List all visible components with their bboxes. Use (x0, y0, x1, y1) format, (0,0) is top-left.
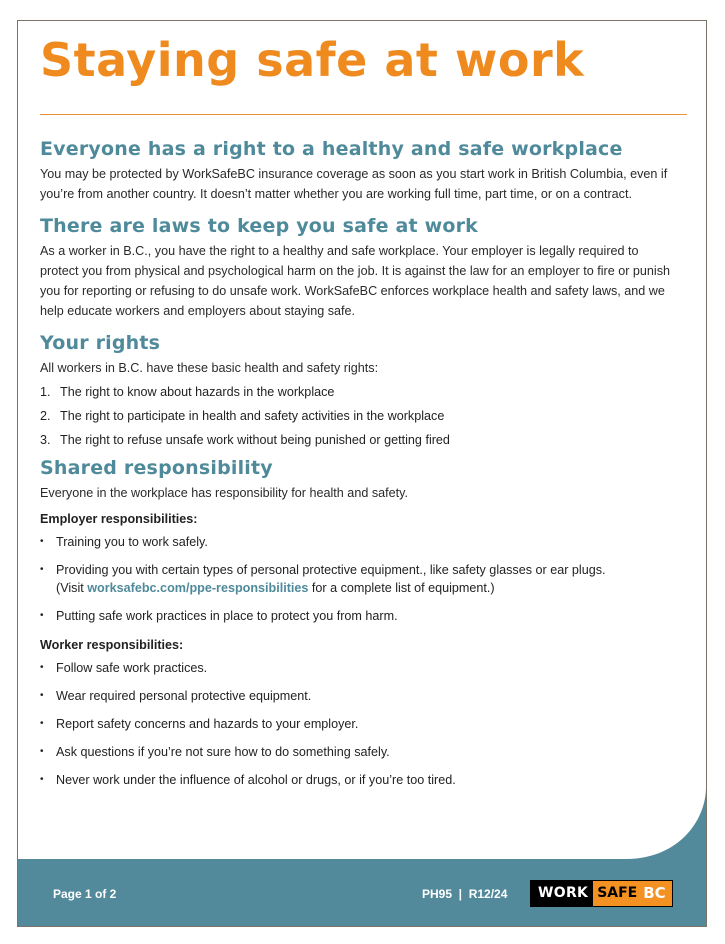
section-heading: Everyone has a right to a healthy and safe workplace (40, 138, 623, 160)
section-laws (40, 214, 670, 321)
section-body: As a worker in B.C., you have the right to a healthy and safe workplace. Your employer is legally required to protect you from physical and psychological harm on the job. It is against the law for an employer to fire or punish you for reporting or refusing to do unsafe work. WorkSafeBC enforces workplace health and safety laws, and we help educate workers and employers about staying safe. (40, 244, 671, 318)
list-item (40, 659, 670, 677)
logo-safe-text: SAFE (593, 881, 641, 906)
worker-responsibilities-list (40, 659, 670, 789)
document-page (17, 20, 707, 927)
list-text-block (56, 561, 606, 597)
section-heading: There are laws to keep you safe at work (40, 215, 479, 237)
bullet-icon: • (40, 610, 44, 621)
list-item (40, 406, 670, 426)
ppe-responsibilities-link[interactable]: worksafebc.com/ppe-responsibilities (87, 581, 309, 595)
list-text: The right to refuse unsafe work without being punished or getting fired (60, 433, 450, 447)
main-content (40, 137, 670, 799)
logo-bc-text: BC (641, 881, 671, 906)
list-item (40, 430, 670, 450)
list-text: Report safety concerns and hazards to your employer. (56, 717, 359, 731)
list-text: Wear required personal protective equipment. (56, 689, 312, 703)
list-text: Training you to work safely. (56, 535, 208, 549)
list-text: The right to know about hazards in the workplace (60, 385, 335, 399)
list-text-prefix: (Visit (56, 581, 88, 595)
list-item (40, 715, 670, 733)
page-title: Staying safe at work (40, 33, 585, 87)
rights-list (40, 382, 670, 450)
list-item (40, 561, 670, 597)
list-item (40, 743, 670, 761)
list-text: Ask questions if you’re not sure how to do something safely. (56, 745, 390, 759)
bullet-icon: • (40, 746, 44, 757)
list-item (40, 533, 670, 551)
employer-responsibilities-list (40, 533, 670, 625)
section-shared-responsibility (40, 456, 670, 789)
bullet-icon: • (40, 690, 44, 701)
section-body: You may be protected by WorkSafeBC insurance coverage as soon as you start work in British Columbia, even if you’re from another country. It doesn’t matter whether you are working full time, part time, or on a contract. (40, 167, 668, 201)
bullet-icon: • (40, 564, 44, 575)
bullet-icon: • (40, 718, 44, 729)
list-number: 3. (40, 433, 51, 447)
section-your-rights (40, 331, 670, 450)
list-text: Never work under the influence of alcohol or drugs, or if you’re too tired. (56, 773, 456, 787)
bullet-icon: • (40, 662, 44, 673)
list-item (40, 687, 670, 705)
list-number: 1. (40, 385, 51, 399)
section-intro: All workers in B.C. have these basic health and safety rights: (40, 361, 379, 375)
section-right-to-safe-workplace (40, 137, 670, 204)
footer-bar (18, 859, 706, 926)
section-heading: Shared responsibility (40, 457, 273, 479)
list-number: 2. (40, 409, 51, 423)
section-intro: Everyone in the workplace has responsibility for health and safety. (40, 486, 408, 500)
list-text-suffix: for a complete list of equipment.) (308, 581, 495, 595)
list-text: Putting safe work practices in place to protect you from harm. (56, 609, 398, 623)
document-code: PH95 | R12/24 (422, 887, 508, 901)
employer-responsibilities-heading: Employer responsibilities: (40, 512, 198, 526)
bullet-icon: • (40, 774, 44, 785)
list-text: Providing you with certain types of personal protective equipment., like safety glasses or ear plugs. (56, 563, 606, 577)
section-heading: Your rights (40, 332, 161, 354)
list-item (40, 771, 670, 789)
bullet-icon: • (40, 536, 44, 547)
worksafebc-logo (530, 880, 673, 907)
worker-responsibilities-heading: Worker responsibilities: (40, 638, 184, 652)
title-divider (40, 114, 687, 115)
page-number: Page 1 of 2 (53, 887, 117, 901)
list-item (40, 607, 670, 625)
logo-work-text: WORK (531, 881, 593, 906)
list-text: The right to participate in health and safety activities in the workplace (60, 409, 445, 423)
list-item (40, 382, 670, 402)
list-text: Follow safe work practices. (56, 661, 208, 675)
